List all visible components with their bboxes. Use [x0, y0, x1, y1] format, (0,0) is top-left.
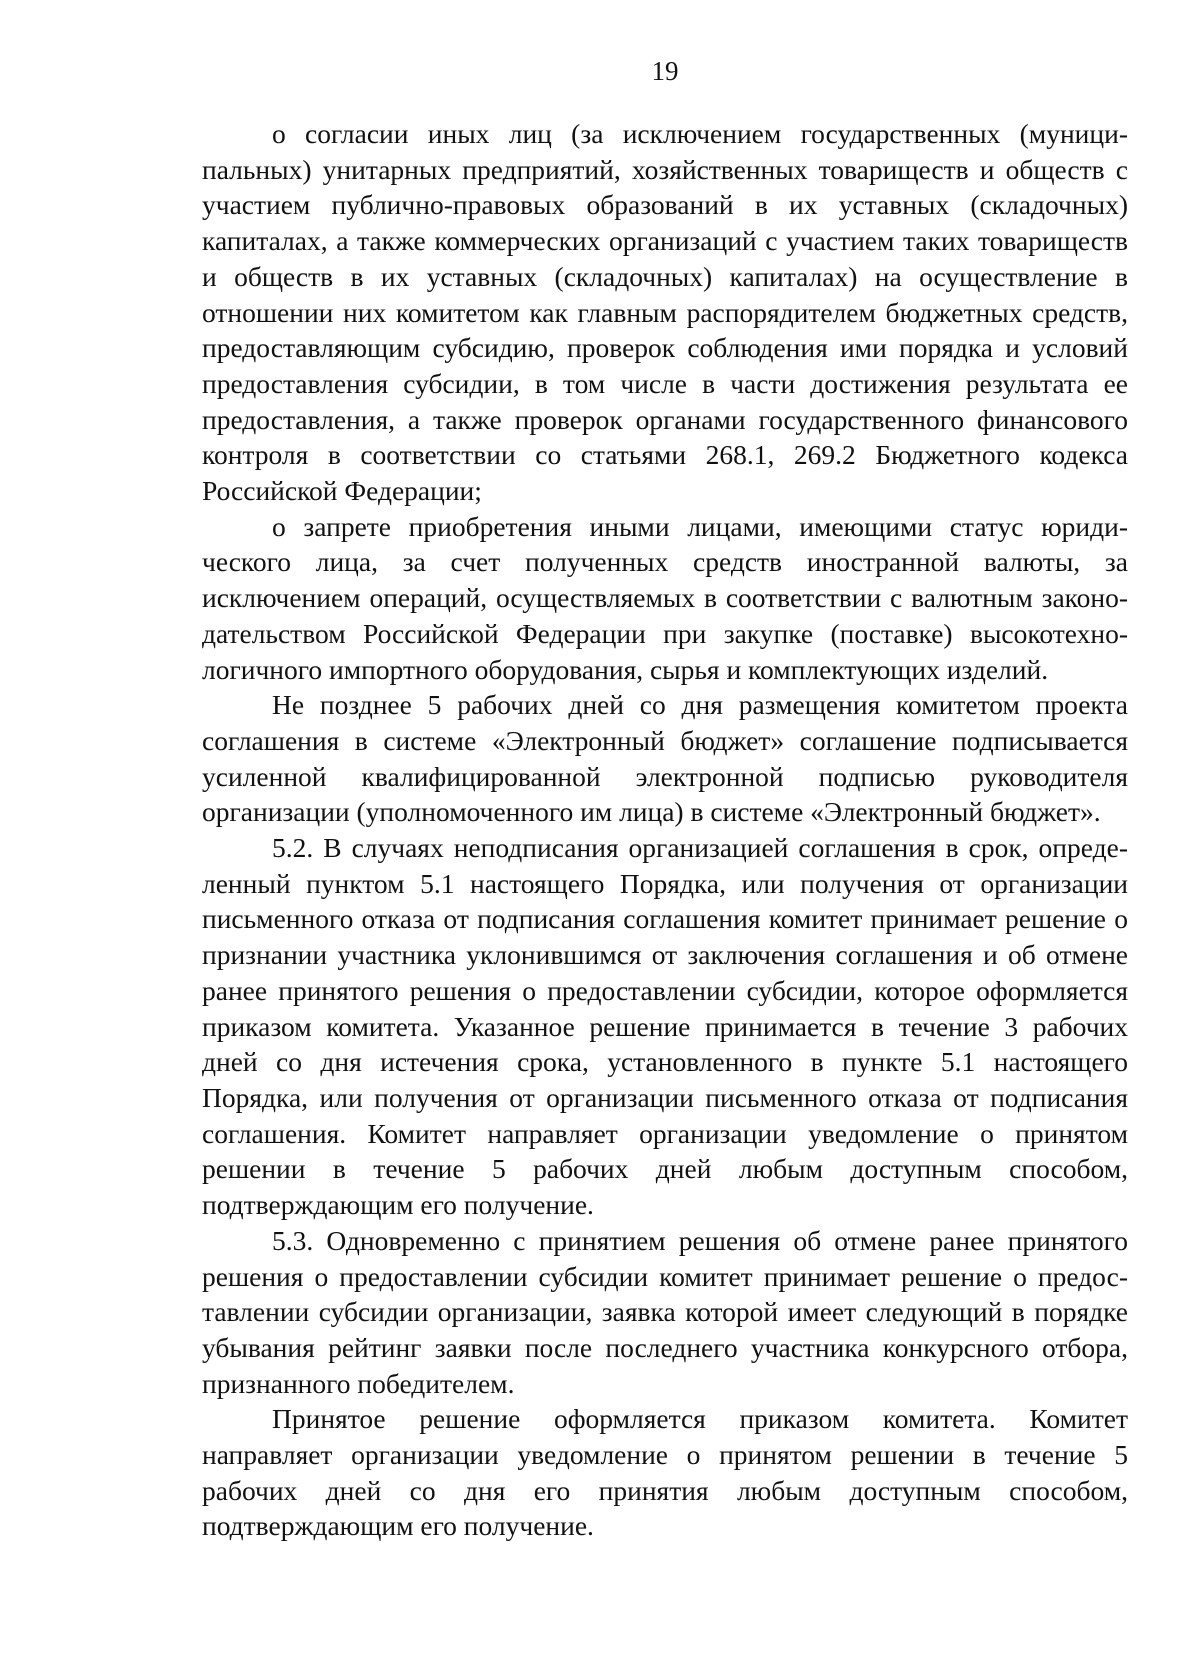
paragraph-signing-deadline: Не позднее 5 рабочих дней со дня размещения комитетом проекта соглашения в системе «Электронный бюджет» соглашение подписывается усиленной квалифицированной электронной подписью руководителя организации (уполномоченного им лица) в системе «Электронный бюджет». [202, 689, 1128, 828]
paragraph-5-3-next-applicant: 5.3. Одновременно с принятием решения об отмене ранее принятого решения о предоставлении субсидии комитет принимает решение о предоставлении субсидии организации, заявка которой имеет следующий в порядке убывания рейтинг заявки после последнего участника конкурсного отбора, признанного победителем. [202, 1224, 1128, 1399]
paragraph-foreign-currency-ban: о запрете приобретения иными лицами, имеющими статус юридического лица, за счет полученных средств иностранной валюты, за исключением операций, осуществляемых в соответствии с валютным законодательством Российской Федерации при закупке (поставке) высокотехнологичного импортного оборудования, сырья и комплектующих изделий. [202, 510, 1128, 685]
page-number: 19 [651, 56, 679, 86]
paragraph-5-2-unsigned-agreement: 5.2. В случаях неподписания организацией соглашения в срок, определенный пунктом 5.1 настоящего Порядка, или получения от организации письменного отказа от подписания соглашения комитет принимает решение о признании участника уклонившимся от заключения соглашения и об отмене ранее принятого решения о предоставлении субсидии, которое оформляется приказом комитета. Указанное решение принимается в течение 3 рабочих дней со дня истечения срока, установленного в пункте 5.1 настоящего Порядка, или получения от организации письменного отказа от подписания соглашения. Комитет направляет организации уведомление о принятом решении в течение 5 рабочих дней любым доступным способом, подтверждающим его получение. [202, 832, 1128, 1221]
paragraph-decision-notification: Принятое решение оформляется приказом комитета. Комитет направляет организации уведомление о принятом решении в течение 5 рабочих дней со дня его принятия любым доступным способом, подтверждающим его получение. [202, 1403, 1128, 1542]
paragraph-consent-of-other-persons: о согласии иных лиц (за исключением государственных (муниципальных) унитарных предприятий, хозяйственных товариществ и обществ с участием публично-правовых образований в их уставных (складочных) капиталах, а также коммерческих организаций с участием таких товариществ и обществ в их уставных (складочных) капиталах) на осуществление в отношении них комитетом как главным распорядителем бюджетных средств, предоставляющим субсидию, проверок соблюдения ими порядка и условий предоставления субсидии, в том числе в части достижения результата ее предоставления, а также проверок органами государственного финансового контроля в соответствии со статьями 268.1, 269.2 Бюджетного кодекса Российской Федерации; [202, 118, 1128, 507]
document-body [202, 116, 1128, 1544]
